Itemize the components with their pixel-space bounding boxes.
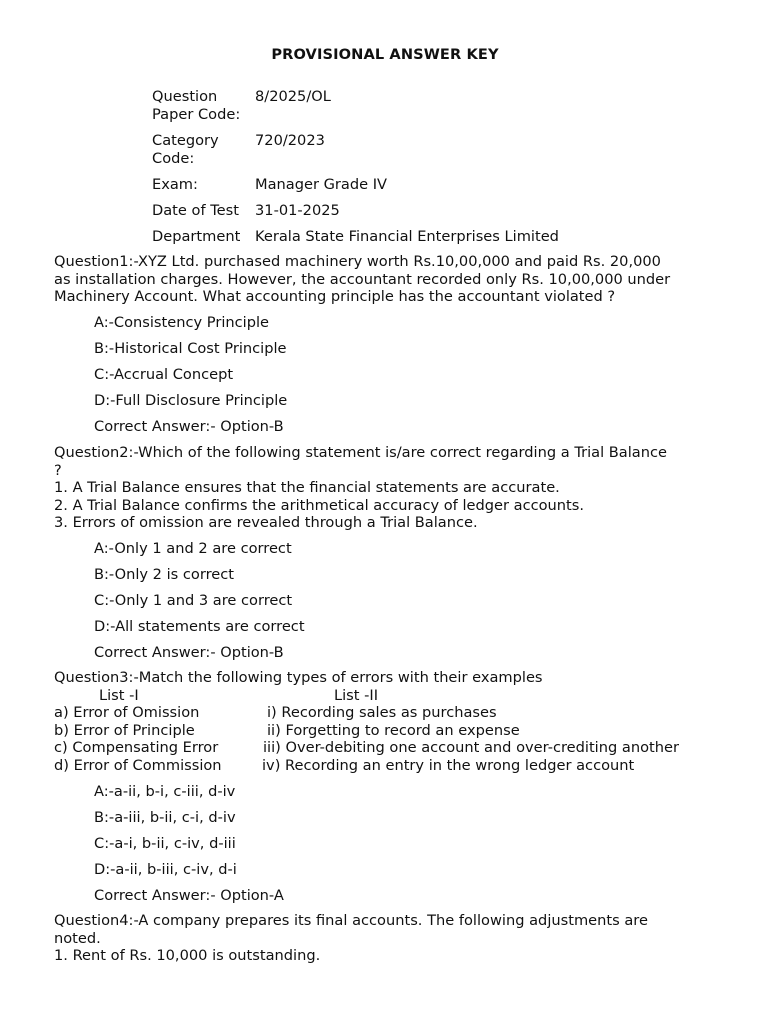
meta-label: Exam: [152, 176, 198, 193]
match-row [54, 704, 679, 722]
question-2-correct-answer: Correct Answer:- Option-B [94, 644, 284, 661]
question-1-option-b: B:-Historical Cost Principle [94, 340, 287, 357]
meta-value: Manager Grade IV [255, 176, 388, 193]
page-title: PROVISIONAL ANSWER KEY [271, 46, 499, 63]
question-line: 2. A Trial Balance confirms the arithmetical accuracy of ledger accounts. [54, 496, 585, 514]
meta-row-exam [152, 176, 559, 202]
question-line: 1. Rent of Rs. 10,000 is outstanding. [54, 947, 321, 965]
match-left: d) Error of Commission [54, 756, 222, 774]
meta-row-question-paper-code [152, 88, 559, 132]
question-3-option-d: D:-a-ii, b-iii, c-iv, d-i [94, 861, 237, 878]
question-2-option-d: D:-All statements are correct [94, 618, 305, 635]
question-2-option-c: C:-Only 1 and 3 are correct [94, 592, 293, 609]
exam-meta [152, 88, 559, 254]
match-left: c) Compensating Error [54, 739, 219, 757]
question-line: Question4:-A company prepares its final accounts. The following adjustments are [54, 912, 648, 929]
question-line: 1. A Trial Balance ensures that the financial statements are accurate. [54, 479, 560, 497]
question-2-option-a: A:-Only 1 and 2 are correct [94, 540, 292, 557]
match-row [54, 739, 679, 757]
meta-label: Category Code: [152, 132, 219, 167]
question-3-correct-answer: Correct Answer:- Option-A [94, 887, 284, 904]
question-line: 3. Errors of omission are revealed through a Trial Balance. [54, 514, 478, 532]
match-right: ii) Forgetting to record an expense [267, 721, 520, 739]
question-2-option-b: B:-Only 2 is correct [94, 566, 234, 583]
meta-value: 720/2023 [255, 132, 325, 149]
list-ii-header: List -II [334, 686, 379, 704]
match-left: a) Error of Omission [54, 704, 200, 722]
question-1-option-d: D:-Full Disclosure Principle [94, 392, 288, 409]
meta-value: Kerala State Financial Enterprises Limited [255, 228, 559, 245]
question-3-option-b: B:-a-iii, b-ii, c-i, d-iv [94, 809, 236, 826]
match-left: b) Error of Principle [54, 721, 195, 739]
match-list-headers [54, 687, 679, 705]
question-line: noted. [54, 929, 101, 947]
match-row [54, 722, 679, 740]
meta-label: Department [152, 228, 241, 245]
meta-label: Date of Test [152, 202, 239, 219]
match-row [54, 757, 679, 775]
match-right: i) Recording sales as purchases [267, 704, 497, 722]
question-1-text [54, 253, 714, 306]
question-line: as installation charges. However, the accountant recorded only Rs. 10,00,000 under [54, 270, 671, 288]
question-4-text [54, 912, 714, 965]
meta-row-department [152, 228, 559, 254]
question-2-text [54, 444, 714, 532]
meta-label: Question Paper Code: [152, 88, 241, 123]
question-1-correct-answer: Correct Answer:- Option-B [94, 418, 284, 435]
meta-row-category-code [152, 132, 559, 176]
match-right: iv) Recording an entry in the wrong ledger account [262, 756, 635, 774]
question-line: Question2:-Which of the following statement is/are correct regarding a Trial Balance [54, 444, 667, 461]
question-1-option-c: C:-Accrual Concept [94, 366, 234, 383]
question-line: Machinery Account. What accounting principle has the accountant violated ? [54, 288, 616, 306]
list-i-header: List -I [99, 686, 139, 704]
question-line: Question1:-XYZ Ltd. purchased machinery worth Rs.10,00,000 and paid Rs. 20,000 [54, 253, 661, 270]
question-1-option-a: A:-Consistency Principle [94, 314, 270, 331]
question-3-option-a: A:-a-ii, b-i, c-iii, d-iv [94, 783, 236, 800]
match-right: iii) Over-debiting one account and over-crediting another [263, 739, 679, 757]
meta-value: 31-01-2025 [255, 202, 340, 219]
question-line: Question3:-Match the following types of errors with their examples [54, 669, 543, 686]
meta-value: 8/2025/OL [255, 88, 331, 105]
question-3-text [54, 669, 679, 775]
question-3-option-c: C:-a-i, b-ii, c-iv, d-iii [94, 835, 236, 852]
question-line: ? [54, 461, 62, 479]
meta-row-date-of-test [152, 202, 559, 228]
